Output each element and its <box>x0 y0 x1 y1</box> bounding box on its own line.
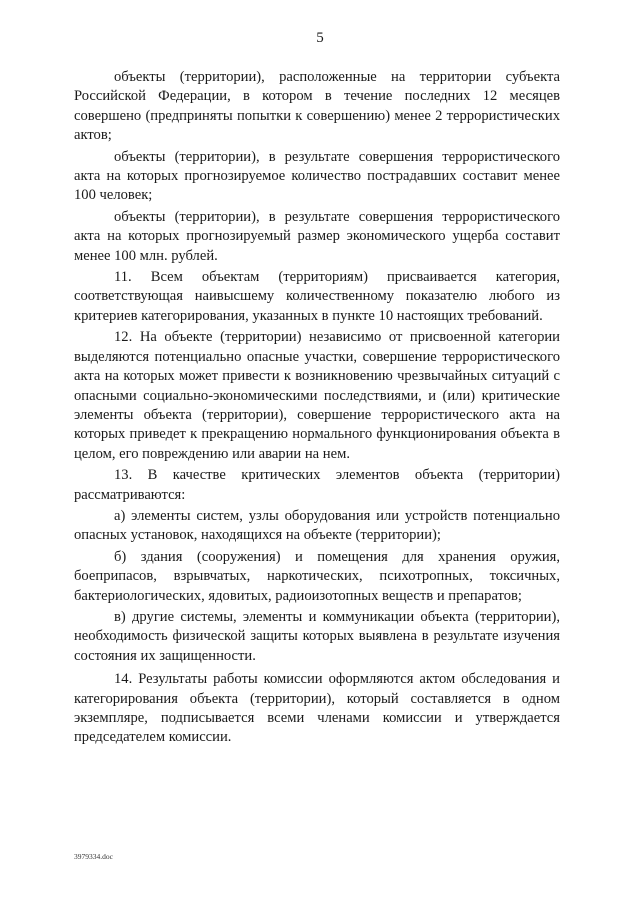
paragraph: объекты (территории), в результате совершения террористического акта на которых прогнозируемый размер экономического ущерба составит менее 100 млн. рублей. <box>74 208 560 264</box>
paragraph: 12. На объекте (территории) независимо от присвоенной категории выделяются потенциально опасные участки, совершение террористического акта на которых может привести к возникновению чрезвычайных ситуаций с опасными социально-экономическими последствиями, и (или) критические элементы объекта (территории), совершение террористического акта на которых приведет к прекращению нормального функционирования объекта в целом, его повреждению или аварии на нем. <box>74 329 560 462</box>
paragraph: 13. В качестве критических элементов объекта (территории) рассматриваются: <box>74 467 560 503</box>
document-body <box>74 68 560 750</box>
paragraph: объекты (территории), в результате совершения террористического акта на которых прогнозируемое количество пострадавших составит менее 100 человек; <box>74 148 560 204</box>
page-number: 5 <box>316 30 324 46</box>
paragraph: 14. Результаты работы комиссии оформляются актом обследования и категорирования объекта (территории), который составляется в одном экземпляре, подписывается всеми членами комиссии и утверждается председателем комиссии. <box>74 671 560 746</box>
paragraph: объекты (территории), расположенные на территории субъекта Российской Федерации, в котором в течение последних 12 месяцев совершено (предприняты попытки к совершению) менее 2 террористических актов; <box>74 69 560 144</box>
paragraph: в) другие системы, элементы и коммуникации объекта (территории), необходимость физической защиты которых выявлена в результате изучения состояния их защищенности. <box>74 608 560 664</box>
document-filename: 3979334.doc <box>74 852 113 861</box>
paragraph: б) здания (сооружения) и помещения для хранения оружия, боеприпасов, взрывчатых, наркотических, психотропных, токсичных, бактериологических, ядовитых, радиоизотопных веществ и препаратов; <box>74 548 560 604</box>
paragraph: а) элементы систем, узлы оборудования или устройств потенциально опасных установок, находящихся на объекте (территории); <box>74 507 560 544</box>
paragraph: 11. Всем объектам (территориям) присваивается категория, соответствующая наивысшему количественному показателю любого из критериев категорирования, указанных в пункте 10 настоящих требований. <box>74 269 560 324</box>
